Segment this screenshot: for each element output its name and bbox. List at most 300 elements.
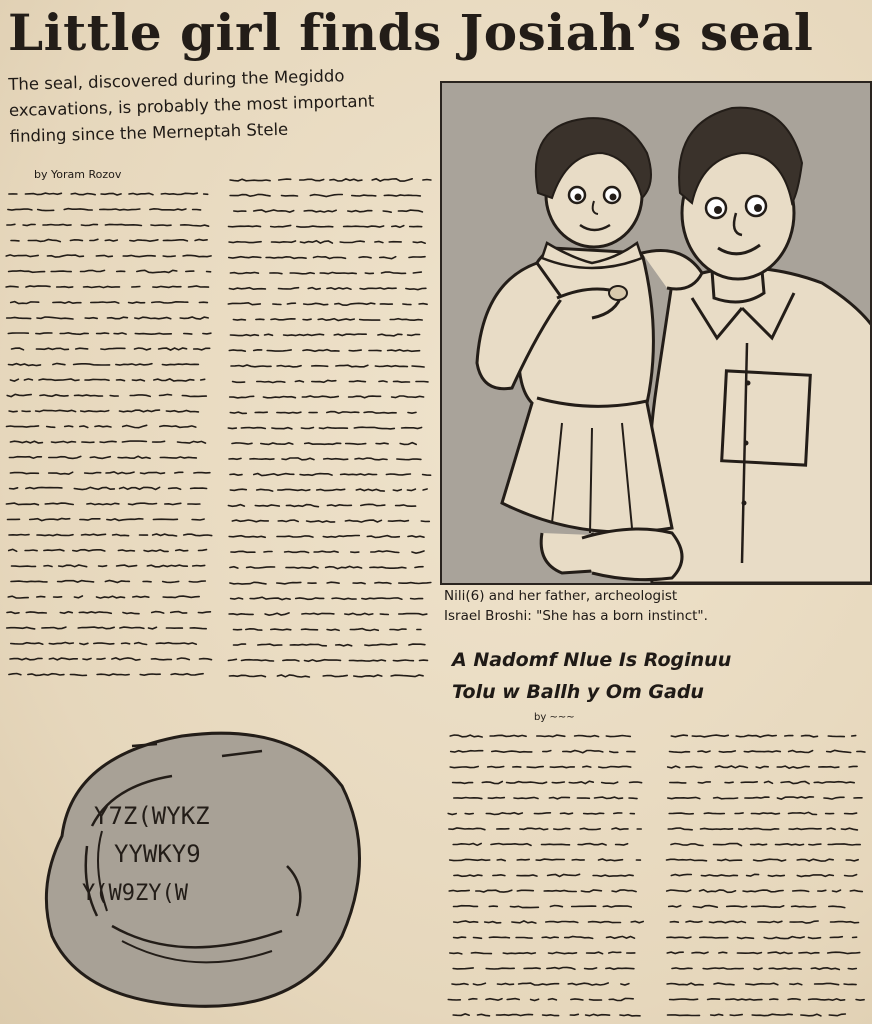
body-text-scribble xyxy=(10,441,42,443)
body-text-scribble xyxy=(181,225,209,226)
body-text-scribble xyxy=(768,875,784,876)
body-text-scribble xyxy=(544,891,576,892)
body-text-scribble xyxy=(60,333,88,335)
body-text-scribble xyxy=(393,490,401,491)
body-text-scribble xyxy=(701,875,737,876)
seal-inscription-line: Y7Z(WYKZ xyxy=(94,802,210,830)
body-text-scribble xyxy=(130,395,150,397)
body-text-scribble xyxy=(327,288,351,290)
body-text-scribble xyxy=(469,999,477,1000)
body-text-scribble xyxy=(7,612,19,614)
body-text-scribble xyxy=(310,195,342,197)
body-text-scribble xyxy=(279,288,299,289)
body-text-scribble xyxy=(80,643,88,644)
body-text-scribble xyxy=(107,317,127,319)
body-text-scribble xyxy=(797,859,833,861)
body-text-scribble xyxy=(194,473,210,474)
body-text-scribble xyxy=(150,209,186,210)
body-text-scribble xyxy=(830,937,842,938)
body-text-scribble xyxy=(380,257,396,259)
body-text-scribble xyxy=(120,410,160,412)
body-text-scribble xyxy=(609,952,621,953)
body-text-scribble xyxy=(265,334,273,335)
body-text-scribble xyxy=(317,489,345,490)
body-text-scribble xyxy=(163,256,175,257)
body-text-scribble xyxy=(809,938,821,939)
body-text-scribble xyxy=(270,273,282,274)
body-text-scribble xyxy=(667,952,683,953)
body-text-scribble xyxy=(171,612,187,614)
body-text-scribble xyxy=(277,366,301,367)
body-text-scribble xyxy=(263,397,295,398)
body-text-scribble xyxy=(282,196,298,197)
article-body-column-middle xyxy=(226,172,434,692)
body-text-scribble xyxy=(43,224,71,225)
body-text-scribble xyxy=(367,536,399,538)
body-text-scribble xyxy=(542,937,558,938)
body-text-scribble xyxy=(726,999,762,1000)
body-text-scribble xyxy=(314,257,346,259)
body-text-scribble xyxy=(768,952,792,954)
body-text-scribble xyxy=(413,272,421,273)
body-text-scribble xyxy=(324,459,348,460)
body-text-scribble xyxy=(30,519,70,521)
body-text-scribble xyxy=(261,443,293,445)
body-text-scribble xyxy=(819,767,839,768)
body-text-scribble xyxy=(349,381,365,382)
body-text-scribble xyxy=(758,921,782,922)
body-text-scribble xyxy=(792,906,816,907)
body-text-scribble xyxy=(129,503,157,505)
body-text-scribble xyxy=(122,441,146,442)
body-text-scribble xyxy=(74,487,114,489)
body-text-scribble xyxy=(151,659,171,660)
body-text-scribble xyxy=(350,629,378,631)
body-text-scribble xyxy=(514,797,538,798)
body-text-scribble xyxy=(12,566,36,567)
body-text-scribble xyxy=(376,443,388,444)
body-text-scribble xyxy=(507,999,519,1000)
body-text-scribble xyxy=(548,999,556,1000)
body-text-scribble xyxy=(408,334,420,335)
body-text-scribble xyxy=(94,643,114,644)
body-text-scribble xyxy=(354,675,382,677)
body-text-scribble xyxy=(160,394,172,395)
body-text-scribble xyxy=(36,333,52,334)
body-text-scribble xyxy=(44,566,52,567)
body-text-scribble xyxy=(667,859,707,861)
body-text-scribble xyxy=(669,813,693,814)
body-text-scribble xyxy=(195,240,207,241)
body-text-scribble xyxy=(589,922,621,923)
body-text-scribble xyxy=(25,550,37,551)
body-text-scribble xyxy=(603,906,631,907)
body-text-scribble xyxy=(312,366,328,367)
body-text-scribble xyxy=(398,210,422,212)
body-text-scribble xyxy=(135,348,151,350)
body-text-scribble xyxy=(586,1014,610,1015)
body-text-scribble xyxy=(230,396,254,398)
body-text-scribble xyxy=(670,782,686,783)
body-text-scribble xyxy=(745,797,769,798)
body-text-scribble xyxy=(97,333,109,334)
body-text-scribble xyxy=(231,598,243,599)
body-text-scribble xyxy=(756,766,768,768)
body-text-scribble xyxy=(117,380,125,381)
body-text-scribble xyxy=(9,549,17,551)
body-text-scribble xyxy=(512,921,536,923)
body-text-scribble xyxy=(386,474,410,475)
body-text-scribble xyxy=(409,644,425,645)
body-text-scribble xyxy=(595,797,623,799)
body-text-scribble xyxy=(570,1014,578,1015)
body-text-scribble xyxy=(552,782,564,783)
caption-line: Israel Broshi: "She has a born instinct". xyxy=(444,608,708,624)
body-text-scribble xyxy=(133,596,149,597)
body-text-scribble xyxy=(300,241,332,243)
body-text-scribble xyxy=(727,906,747,907)
body-text-scribble xyxy=(388,350,420,352)
body-text-scribble xyxy=(737,953,761,954)
body-text-scribble xyxy=(492,751,532,752)
body-text-scribble xyxy=(670,752,690,753)
body-text-scribble xyxy=(272,428,292,429)
article-body-column-left xyxy=(4,186,216,692)
body-text-scribble xyxy=(348,211,372,212)
body-text-scribble xyxy=(7,317,31,318)
body-text-scribble xyxy=(345,520,381,522)
body-text-scribble xyxy=(382,272,406,273)
body-text-scribble xyxy=(498,984,514,985)
body-text-scribble xyxy=(290,644,326,646)
body-text-scribble xyxy=(257,489,273,491)
body-text-scribble xyxy=(305,660,341,662)
body-text-scribble xyxy=(388,521,408,522)
body-text-scribble xyxy=(453,1014,469,1016)
body-text-scribble xyxy=(79,612,111,614)
body-text-scribble xyxy=(200,659,212,660)
body-text-scribble xyxy=(189,286,209,287)
body-text-scribble xyxy=(81,411,109,412)
body-text-scribble xyxy=(802,735,818,737)
body-text-scribble xyxy=(24,379,32,380)
body-text-scribble xyxy=(122,643,130,644)
body-text-scribble xyxy=(254,210,294,212)
body-text-scribble xyxy=(304,303,328,305)
body-text-scribble xyxy=(478,1014,490,1016)
body-text-scribble xyxy=(359,257,371,258)
body-text-scribble xyxy=(230,474,242,475)
body-text-scribble xyxy=(828,844,860,845)
body-text-scribble xyxy=(266,257,306,259)
body-text-scribble xyxy=(83,659,91,660)
body-text-scribble xyxy=(231,551,255,552)
body-text-scribble xyxy=(353,583,365,584)
body-text-scribble xyxy=(229,226,261,227)
second-article-headline xyxy=(452,644,872,708)
body-text-scribble xyxy=(267,350,291,351)
body-text-scribble xyxy=(229,257,261,258)
body-text-scribble xyxy=(672,968,692,969)
body-text-scribble xyxy=(390,629,406,630)
body-text-scribble xyxy=(6,255,38,257)
body-text-scribble xyxy=(307,521,335,522)
body-text-scribble xyxy=(370,567,406,568)
body-text-scribble xyxy=(76,348,88,349)
body-text-scribble xyxy=(7,224,15,225)
body-text-scribble xyxy=(80,426,88,428)
body-text-scribble xyxy=(454,875,482,876)
body-text-scribble xyxy=(362,598,402,599)
body-text-scribble xyxy=(482,782,502,784)
body-text-scribble xyxy=(667,937,691,938)
body-text-scribble xyxy=(58,581,94,583)
body-text-scribble xyxy=(776,844,804,845)
body-text-scribble xyxy=(7,627,35,629)
body-text-scribble xyxy=(692,735,728,737)
body-text-scribble xyxy=(255,505,279,506)
body-text-scribble xyxy=(493,875,505,876)
body-text-scribble xyxy=(36,348,68,349)
body-text-scribble xyxy=(233,319,245,320)
body-text-scribble xyxy=(715,766,747,768)
body-text-scribble xyxy=(365,273,373,274)
body-text-scribble xyxy=(59,565,87,567)
body-text-scribble xyxy=(140,674,160,675)
body-text-scribble xyxy=(81,270,105,271)
body-text-scribble xyxy=(612,890,636,892)
body-text-scribble xyxy=(105,581,129,583)
body-text-scribble xyxy=(277,536,313,537)
body-text-scribble xyxy=(105,240,117,241)
body-text-scribble xyxy=(182,396,206,397)
body-text-scribble xyxy=(230,194,270,196)
body-text-scribble xyxy=(231,365,271,367)
body-text-scribble xyxy=(754,968,762,969)
body-text-scribble xyxy=(631,921,643,923)
body-text-scribble xyxy=(751,844,767,845)
body-text-scribble xyxy=(107,519,143,521)
body-text-scribble xyxy=(620,1015,640,1016)
subhead-line: excavations, is probably the most important xyxy=(8,91,375,120)
body-text-scribble xyxy=(360,320,380,321)
body-text-scribble xyxy=(719,952,727,953)
body-text-scribble xyxy=(451,751,483,752)
body-text-scribble xyxy=(85,379,109,380)
body-text-scribble xyxy=(527,767,543,768)
subhead-line: The seal, discovered during the Megiddo xyxy=(8,66,345,94)
body-text-scribble xyxy=(578,844,606,845)
body-text-scribble xyxy=(279,179,291,180)
body-text-scribble xyxy=(698,782,710,783)
body-text-scribble xyxy=(744,751,780,752)
body-text-scribble xyxy=(189,581,205,582)
body-text-scribble xyxy=(630,782,642,783)
body-text-scribble xyxy=(277,582,301,584)
body-text-scribble xyxy=(736,735,776,737)
body-text-scribble xyxy=(230,335,258,336)
body-text-scribble xyxy=(548,874,580,876)
body-text-scribble xyxy=(730,1015,742,1016)
body-text-scribble xyxy=(486,813,522,815)
body-text-scribble xyxy=(356,489,384,491)
body-text-scribble xyxy=(449,890,469,891)
body-text-scribble xyxy=(327,582,339,583)
body-text-scribble xyxy=(524,968,540,969)
body-text-scribble xyxy=(669,906,681,908)
body-text-scribble xyxy=(11,581,47,582)
body-text-scribble xyxy=(8,209,32,210)
body-text-scribble xyxy=(474,938,482,939)
body-text-scribble xyxy=(856,1000,864,1001)
body-text-scribble xyxy=(323,536,359,538)
body-text-scribble xyxy=(827,750,851,752)
body-text-scribble xyxy=(53,363,65,364)
body-text-scribble xyxy=(65,426,73,427)
body-text-scribble xyxy=(165,503,181,504)
body-text-scribble xyxy=(770,999,778,1000)
seal-inscription-line: YYWKY9 xyxy=(114,840,201,868)
body-text-scribble xyxy=(453,844,481,846)
body-text-scribble xyxy=(9,674,21,675)
body-text-scribble xyxy=(153,441,165,442)
body-text-scribble xyxy=(747,874,759,876)
body-text-scribble xyxy=(91,302,119,303)
body-text-scribble xyxy=(232,520,268,522)
body-text-scribble xyxy=(423,489,427,490)
body-text-scribble xyxy=(412,366,424,367)
body-text-scribble xyxy=(169,488,181,489)
body-text-scribble xyxy=(857,751,865,752)
body-text-scribble xyxy=(403,304,411,305)
body-text-scribble xyxy=(295,381,303,382)
body-text-scribble xyxy=(184,334,192,335)
body-text-scribble xyxy=(101,193,121,195)
body-text-scribble xyxy=(37,535,73,536)
body-text-scribble xyxy=(408,536,424,537)
body-text-scribble xyxy=(272,241,296,242)
body-text-scribble xyxy=(829,1014,845,1016)
body-text-scribble xyxy=(163,581,179,582)
body-text-scribble xyxy=(547,967,575,969)
body-text-scribble xyxy=(372,179,412,181)
body-text-scribble xyxy=(828,952,860,953)
body-text-scribble xyxy=(113,534,129,535)
body-text-scribble xyxy=(777,766,809,768)
body-text-scribble xyxy=(489,937,509,938)
body-text-scribble xyxy=(53,302,81,304)
body-text-scribble xyxy=(400,443,416,445)
body-text-scribble xyxy=(26,487,62,488)
body-text-scribble xyxy=(75,395,103,396)
body-text-scribble xyxy=(378,334,402,336)
body-text-scribble xyxy=(327,629,339,630)
body-text-scribble xyxy=(471,953,491,954)
body-text-scribble xyxy=(546,922,578,923)
body-text-scribble xyxy=(344,226,384,227)
body-text-scribble xyxy=(120,627,144,628)
body-text-scribble xyxy=(543,1015,559,1016)
body-text-scribble xyxy=(38,210,54,211)
body-text-scribble xyxy=(100,209,140,210)
body-text-scribble xyxy=(273,304,281,305)
body-text-scribble xyxy=(517,859,529,860)
body-text-scribble xyxy=(486,999,502,1001)
body-text-scribble xyxy=(585,968,597,969)
body-text-scribble xyxy=(47,255,83,257)
body-text-scribble xyxy=(565,937,593,939)
body-text-scribble xyxy=(364,412,396,413)
body-text-scribble xyxy=(129,302,145,303)
body-text-scribble xyxy=(49,642,73,644)
article-photo xyxy=(440,81,872,585)
article-byline: by Yoram Rozov xyxy=(34,168,122,181)
body-text-scribble xyxy=(230,179,270,181)
body-text-scribble xyxy=(7,394,31,396)
body-text-scribble xyxy=(668,797,700,798)
body-text-scribble xyxy=(36,410,76,411)
body-text-scribble xyxy=(26,286,50,287)
body-text-scribble xyxy=(714,844,742,846)
body-text-scribble xyxy=(549,797,569,799)
body-text-scribble xyxy=(352,195,376,196)
body-text-scribble xyxy=(793,890,809,891)
body-text-scribble xyxy=(151,225,171,226)
body-text-scribble xyxy=(242,660,274,661)
body-text-scribble xyxy=(70,675,86,676)
body-text-scribble xyxy=(132,380,144,381)
body-text-scribble xyxy=(497,1014,533,1015)
body-text-scribble xyxy=(230,582,266,584)
body-text-scribble xyxy=(844,984,856,985)
body-text-scribble xyxy=(520,828,548,830)
body-text-scribble xyxy=(8,333,28,334)
body-text-scribble xyxy=(117,565,137,567)
body-text-scribble xyxy=(609,998,633,1000)
body-text-scribble xyxy=(486,968,514,969)
body-text-scribble xyxy=(719,751,735,752)
body-text-scribble xyxy=(799,952,819,953)
body-text-scribble xyxy=(383,211,391,212)
body-text-scribble xyxy=(419,304,427,305)
body-text-scribble xyxy=(754,859,786,861)
body-text-scribble xyxy=(190,628,206,629)
body-text-scribble xyxy=(28,674,64,676)
body-text-scribble xyxy=(28,240,60,242)
body-text-scribble xyxy=(809,999,845,1001)
body-text-scribble xyxy=(700,937,728,938)
body-text-scribble xyxy=(692,952,708,953)
body-text-scribble xyxy=(9,535,29,536)
body-text-scribble xyxy=(278,520,298,522)
body-text-scribble xyxy=(392,226,404,228)
body-text-scribble xyxy=(668,828,692,830)
body-text-scribble xyxy=(711,1014,723,1015)
body-text-scribble xyxy=(572,860,584,861)
body-text-scribble xyxy=(797,875,833,877)
second-headline-line: Tolu w Ballh y Om Gadu xyxy=(452,681,704,703)
body-text-scribble xyxy=(698,751,710,752)
body-text-scribble xyxy=(621,984,629,985)
body-text-scribble xyxy=(250,597,290,599)
body-text-scribble xyxy=(130,240,158,241)
body-text-scribble xyxy=(517,890,533,891)
body-text-scribble xyxy=(814,782,854,783)
body-text-scribble xyxy=(519,983,559,985)
body-text-scribble xyxy=(10,473,38,474)
body-text-scribble xyxy=(340,241,364,242)
body-text-scribble xyxy=(602,782,618,784)
